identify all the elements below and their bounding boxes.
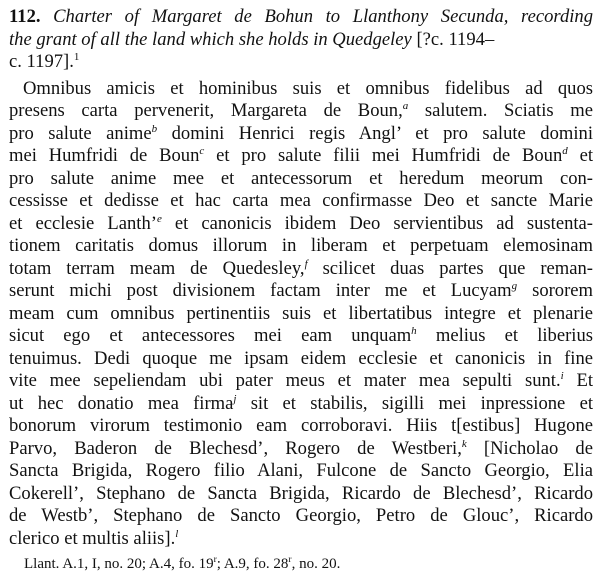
document-page [9,6,593,550]
charter-line-text: cessisse et dedisse et hac carta mea confirmasse Deo et sancte Marie [9,190,593,211]
charter-line-continuation: scilicet duas partes que reman- [307,257,594,279]
charter-number: 112. [9,6,41,27]
charter-line-text: tenuimus. Dedi quoque me ipsam eidem ecclesie et canonicis in fine [9,347,593,369]
charter-line-text: bonorum virorum testimonio eam corroboravi. Hiis t[estibus] Hugone [9,415,593,436]
charter-date-end: c. 1197]. [9,51,74,72]
charter-line-continuation: Et [563,370,593,391]
charter-heading [9,6,593,74]
footnote-marker: c [199,144,205,157]
charter-line [9,235,593,258]
source-sup-1: r [213,555,217,565]
charter-line-text: pro salute anime [9,122,152,144]
charter-line-text: presens carta pervenerit, Margareta de Boun, [9,100,403,121]
source-part-2: ; A.9, fo. 28 [216,556,289,572]
charter-line [9,100,593,123]
charter-line-continuation: salutem. Sciatis me [408,100,593,121]
charter-line-continuation: et [567,145,593,166]
footnote-marker: a [402,99,409,112]
charter-line-text: Parvo, Baderon de Blechesd’, Rogero de Westberi, [9,437,462,459]
charter-line [9,415,593,438]
charter-line-text: clerico et multis aliis]. [9,527,176,549]
source-part-1: Llant. A.1, I, no. 20; A.4, fo. 19 [24,556,214,572]
charter-title-line-1: Charter of Margaret de Bohun to Llanthony Secunda, recording [53,6,594,27]
charter-line [9,303,593,326]
charter-text [9,78,593,551]
footnote-marker: d [562,144,568,157]
charter-line-text: totam terram meam de Quedesley, [9,257,305,279]
footnote-marker: l [175,527,179,540]
charter-line-continuation: sit et stabilis, sigilli mei inpressione et [236,392,593,414]
charter-line [9,370,593,393]
charter-line-continuation: et pro salute filii mei Humfridi de Boun [204,145,563,166]
source-part-3: , no. 20. [291,556,341,572]
charter-line [9,460,593,483]
charter-line-continuation: melius et liberius [416,325,593,346]
source-sup-2: r [288,555,292,565]
footnote-marker: i [560,369,564,382]
charter-line [9,213,593,236]
charter-line [9,78,593,101]
charter-line-text: serunt michi post divisionem factam inter me et Lucyam [9,280,512,301]
source-reference [24,555,340,573]
charter-line-text: vite mee sepeliendam ubi pater meus et mater mea sepulti sunt. [9,370,561,391]
footnote-marker: g [511,279,518,292]
charter-line [9,528,593,551]
charter-line [9,168,593,191]
footnote-marker: k [461,437,467,450]
charter-line [9,123,593,146]
charter-line [9,438,593,461]
charter-line [9,325,593,348]
footnote-marker: f [304,257,308,270]
charter-line-text: tionem caritatis domus illorum in liberam et perpetuam elemosinam [9,235,593,256]
charter-line-continuation: et canonicis ibidem Deo servientibus ad sustenta- [161,212,593,234]
charter-line [9,190,593,213]
charter-line [9,145,593,168]
charter-line-text: Omnibus amicis et hominibus suis et omnibus fidelibus ad quos [23,77,593,99]
charter-line-text: pro salute anime mee et antecessorum et heredum meorum con- [9,167,593,189]
charter-line-continuation: sororem [517,280,594,301]
charter-line-text: sicut ego et antecessores mei eam unquam [9,325,412,346]
charter-line [9,483,593,506]
charter-line [9,348,593,371]
charter-line-continuation: domini Henrici regis Angl’ et pro salute domini [157,122,593,144]
charter-line [9,280,593,303]
charter-line [9,258,593,281]
footnote-marker: h [411,324,417,337]
charter-line-text: de Westb’, Stephano de Sancto Georgio, Petro de Glouc’, Ricardo [9,505,593,526]
footnote-marker: e [156,212,162,225]
charter-line-text: Cokerell’, Stephano de Sancta Brigida, Ricardo de Blechesd’, Ricardo [9,482,593,504]
charter-line-text: mei Humfridi de Boun [9,145,200,166]
footnote-marker: b [151,122,158,135]
charter-line [9,505,593,528]
footnote-marker: j [233,392,237,405]
charter-line-continuation: [Nicholao de [466,437,593,459]
charter-line [9,393,593,416]
heading-footnote-marker: 1 [73,50,80,63]
charter-line-text: meam cum omnibus pertinentiis suis et libertatibus integre et plenarie [9,302,593,324]
charter-line-text: ut hec donatio mea firma [9,392,234,414]
charter-line-text: Sancta Brigida, Rogero filio Alani, Fulcone de Sancto Georgio, Elia [9,460,593,481]
charter-line-text: et ecclesie Lanth’ [9,212,157,234]
charter-title-line-2: the grant of all the land which she holds in Quedgeley [9,28,412,50]
charter-date: [?c. 1194– [411,28,495,50]
